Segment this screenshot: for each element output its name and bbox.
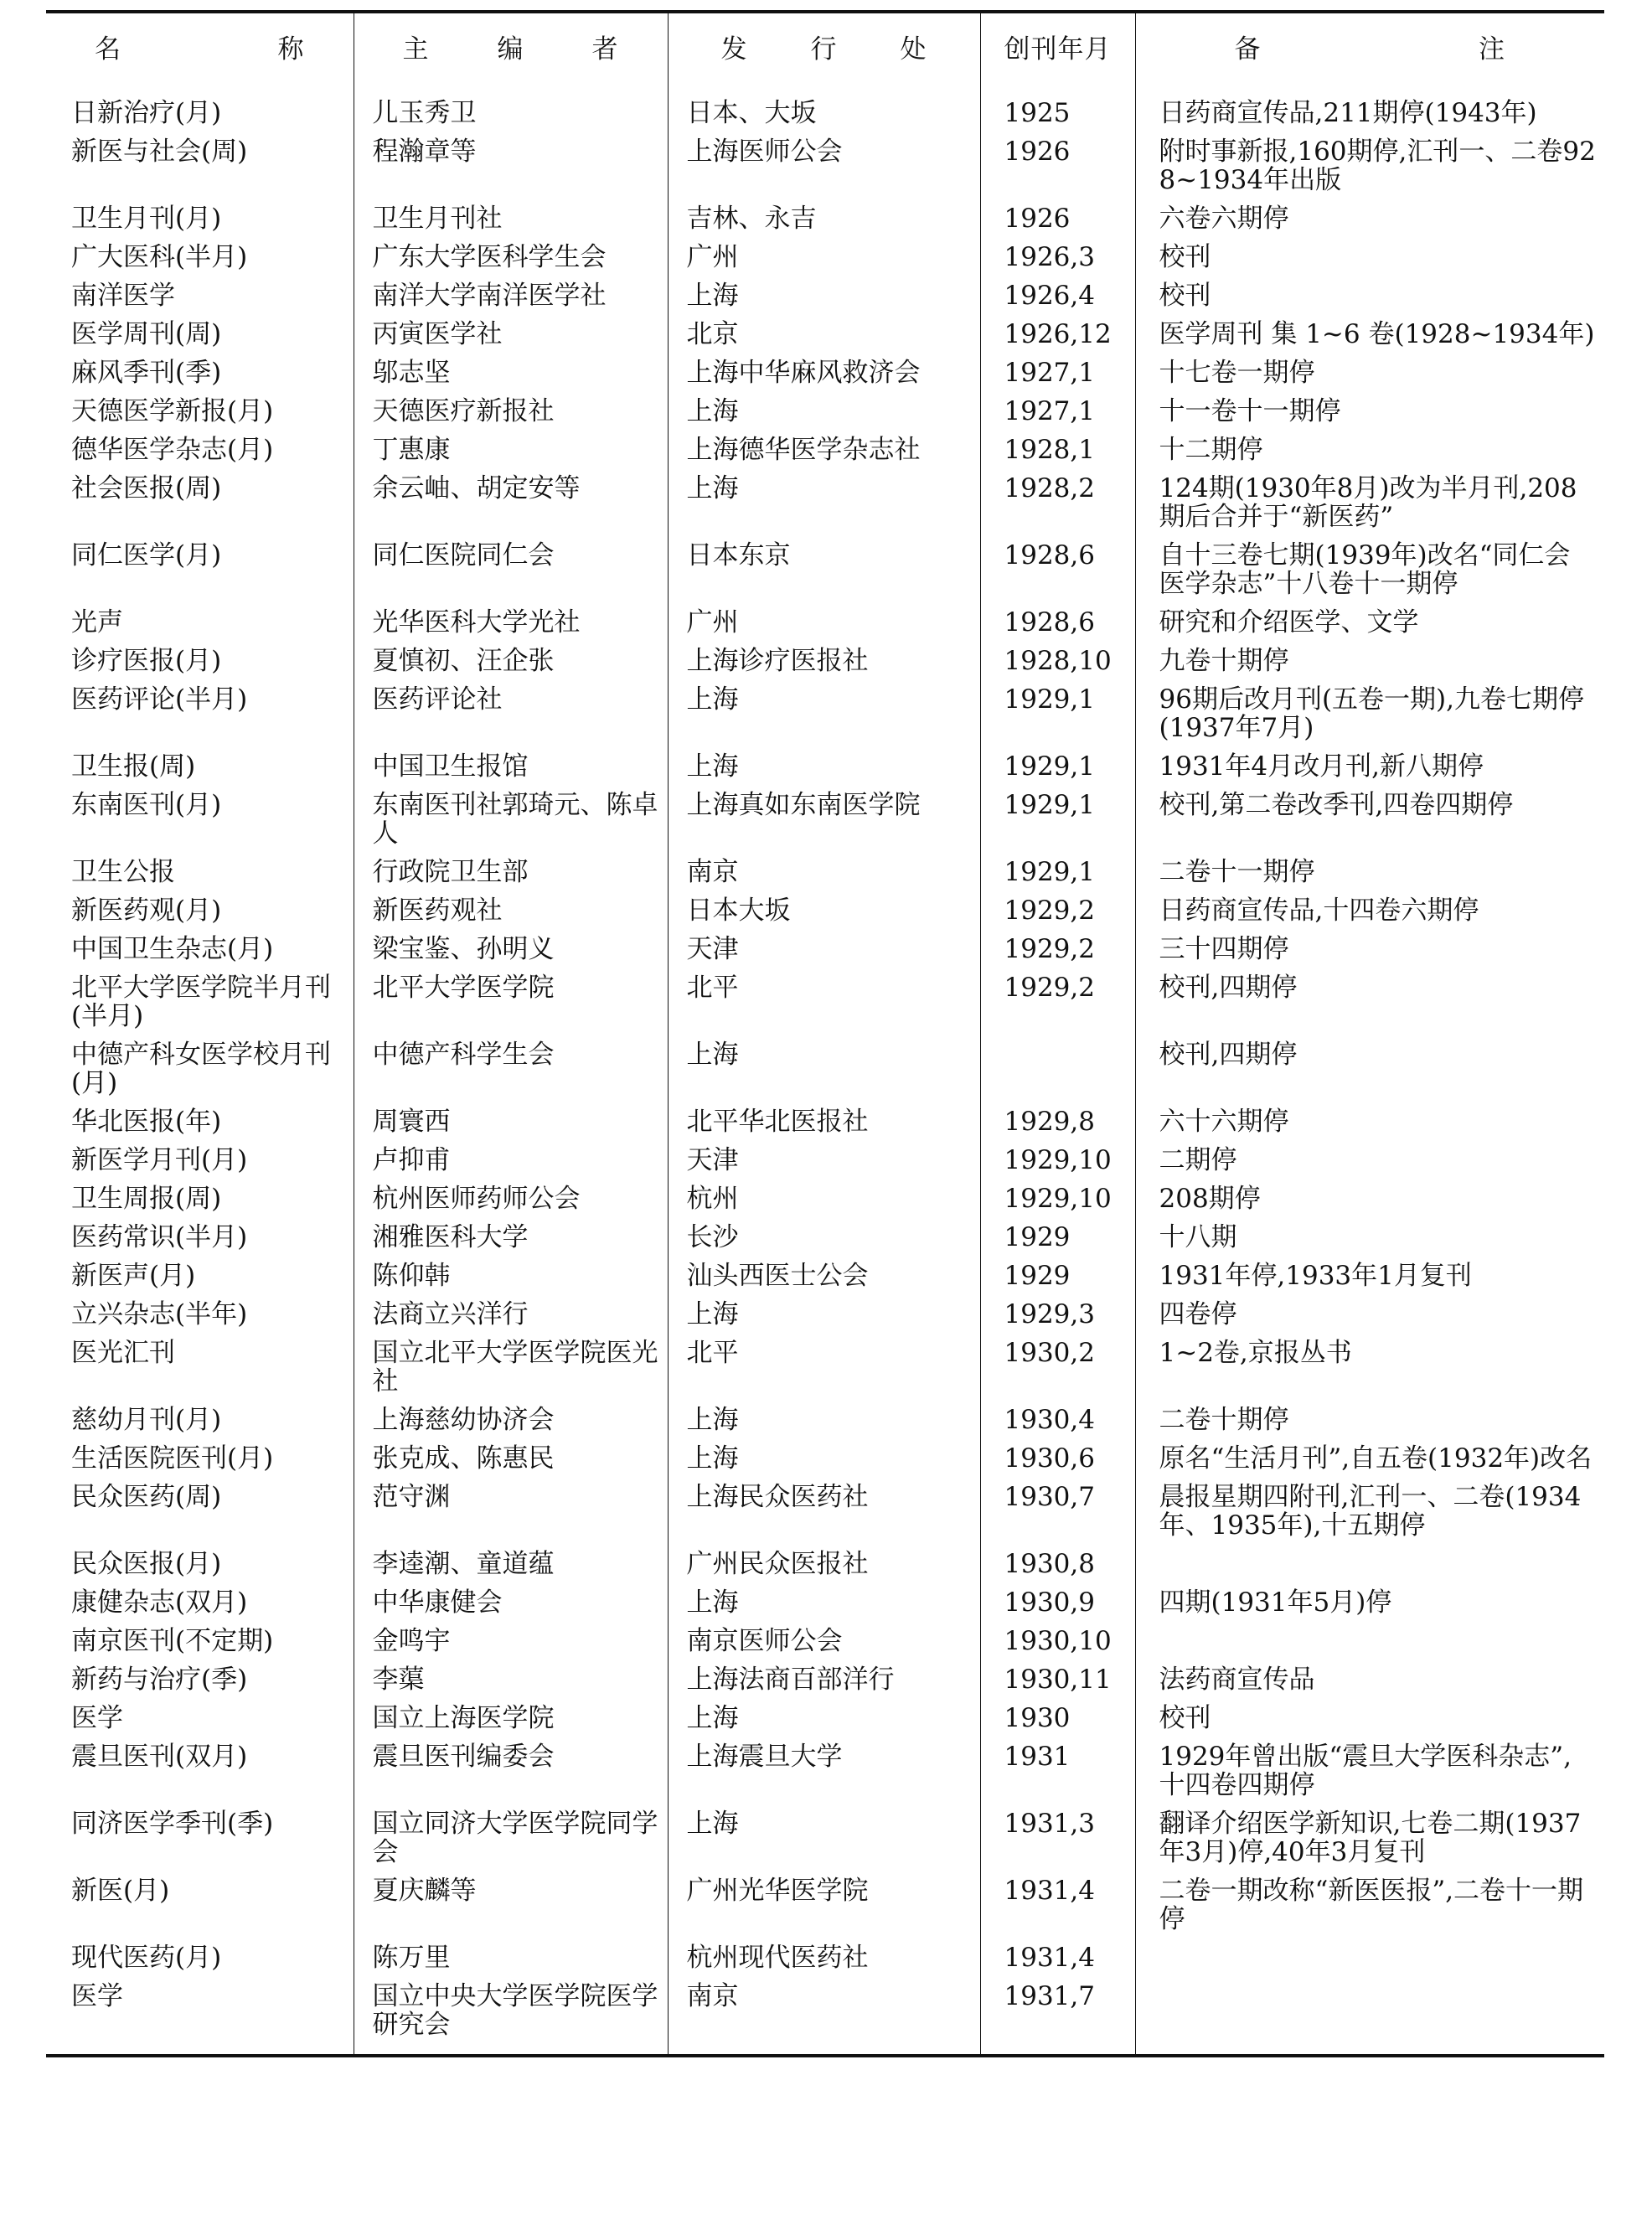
cell-name: 华北医报(年) [46, 1102, 354, 1141]
cell-note: 十二期停 [1159, 435, 1263, 465]
cell-editor: 金鸣宇 [354, 1622, 668, 1660]
cell-name: 医学 [46, 1699, 354, 1737]
cell-publisher: 南京医师公会 [668, 1622, 980, 1660]
table-row [46, 1622, 1604, 1660]
cell-editor: 中国卫生报馆 [354, 747, 668, 786]
header-note: 备 注 [1234, 34, 1505, 65]
cell-name: 新医学月刊(月) [46, 1141, 354, 1180]
table-row [46, 392, 1604, 431]
cell-note: 二卷十期停 [1159, 1405, 1289, 1435]
cell-editor: 国立中央大学医学院医学研究会 [354, 1977, 668, 2054]
cell-publisher: 广州 [668, 238, 980, 276]
cell-editor: 同仁医院同仁会 [354, 536, 668, 603]
cell-note: 四卷停 [1159, 1299, 1237, 1329]
cell-publisher: 上海中华麻风救济会 [668, 354, 980, 392]
cell-editor: 儿玉秀卫 [354, 85, 668, 132]
table-row [46, 469, 1604, 536]
cell-note: 校刊,四期停 [1159, 1040, 1298, 1070]
cell-name: 德华医学杂志(月) [46, 431, 354, 469]
cell-publisher: 上海民众医药社 [668, 1478, 980, 1545]
cell-editor: 上海慈幼协济会 [354, 1401, 668, 1439]
cell-publisher: 上海震旦大学 [668, 1737, 980, 1804]
table-row [46, 1478, 1604, 1545]
cell-name: 现代医药(月) [46, 1938, 354, 1977]
cell-note: 1~2卷,京报丛书 [1159, 1338, 1352, 1368]
cell-name: 同仁医学(月) [46, 536, 354, 603]
cell-publisher: 日本大坂 [668, 891, 980, 930]
cell-publisher: 日本、大坂 [668, 85, 980, 132]
cell-name: 医光汇刊 [46, 1334, 354, 1401]
cell-editor: 国立北平大学医学院医光社 [354, 1334, 668, 1401]
cell-name: 卫生报(周) [46, 747, 354, 786]
cell-publisher: 上海 [668, 680, 980, 747]
document-page [46, 10, 1604, 2057]
cell-name: 东南医刊(月) [46, 786, 354, 853]
cell-editor: 国立上海医学院 [354, 1699, 668, 1737]
table-row [46, 603, 1604, 642]
cell-publisher: 上海 [668, 1439, 980, 1478]
cell-date: 1929,10 [980, 1141, 1135, 1180]
table-row [46, 1660, 1604, 1699]
cell-name: 新医声(月) [46, 1257, 354, 1295]
cell-name: 民众医药(周) [46, 1478, 354, 1545]
cell-date: 1929,2 [980, 968, 1135, 1035]
cell-editor: 邬志坚 [354, 354, 668, 392]
table-row [46, 1257, 1604, 1295]
cell-name: 新医与社会(周) [46, 132, 354, 199]
cell-name: 医学 [46, 1977, 354, 2054]
cell-name: 新医药观(月) [46, 891, 354, 930]
cell-publisher: 上海真如东南医学院 [668, 786, 980, 853]
cell-publisher: 广州光华医学院 [668, 1871, 980, 1938]
cell-date: 1928,6 [980, 536, 1135, 603]
cell-name: 社会医报(周) [46, 469, 354, 536]
cell-date: 1931,4 [980, 1938, 1135, 1977]
cell-editor: 卫生月刊社 [354, 199, 668, 238]
cell-date: 1929,1 [980, 853, 1135, 891]
cell-publisher: 上海 [668, 1035, 980, 1102]
cell-note: 校刊 [1159, 1703, 1211, 1733]
cell-name: 新药与治疗(季) [46, 1660, 354, 1699]
table-row [46, 642, 1604, 680]
cell-publisher: 吉林、永吉 [668, 199, 980, 238]
cell-name: 医学周刊(周) [46, 315, 354, 354]
cell-publisher: 北京 [668, 315, 980, 354]
cell-publisher: 广州 [668, 603, 980, 642]
cell-editor: 陈万里 [354, 1938, 668, 1977]
table-row [46, 1439, 1604, 1478]
cell-date: 1930,6 [980, 1439, 1135, 1478]
table-row [46, 1545, 1604, 1583]
cell-editor: 国立同济大学医学院同学会 [354, 1804, 668, 1871]
table-row [46, 786, 1604, 853]
cell-note: 208期停 [1159, 1184, 1261, 1214]
cell-note: 1931年停,1933年1月复刊 [1159, 1261, 1472, 1291]
table-row [46, 431, 1604, 469]
cell-name: 立兴杂志(半年) [46, 1295, 354, 1334]
table-row [46, 891, 1604, 930]
cell-date: 1931 [980, 1737, 1135, 1804]
cell-date: 1927,1 [980, 392, 1135, 431]
cell-name: 医药常识(半月) [46, 1218, 354, 1257]
cell-publisher: 上海诊疗医报社 [668, 642, 980, 680]
cell-publisher: 北平 [668, 968, 980, 1035]
cell-publisher: 汕头西医士公会 [668, 1257, 980, 1295]
cell-name: 南京医刊(不定期) [46, 1622, 354, 1660]
cell-date: 1928,6 [980, 603, 1135, 642]
cell-name: 光声 [46, 603, 354, 642]
cell-date: 1930,9 [980, 1583, 1135, 1622]
cell-note: 二卷十一期停 [1159, 857, 1315, 887]
cell-name: 新医(月) [46, 1871, 354, 1938]
cell-note: 1931年4月改月刊,新八期停 [1159, 751, 1484, 782]
cell-name: 生活医院医刊(月) [46, 1439, 354, 1478]
table-row [46, 1334, 1604, 1401]
cell-note: 医学周刊 集 1~6 卷(1928~1934年) [1159, 319, 1595, 349]
table-row [46, 1218, 1604, 1257]
cell-date: 1927,1 [980, 354, 1135, 392]
cell-name: 民众医报(月) [46, 1545, 354, 1583]
cell-editor: 南洋大学南洋医学社 [354, 276, 668, 315]
cell-note: 四期(1931年5月)停 [1159, 1587, 1392, 1618]
cell-note: 自十三卷七期(1939年)改名“同仁会医学杂志”十八卷十一期停 [1159, 540, 1571, 599]
cell-editor: 广东大学医科学生会 [354, 238, 668, 276]
header-row [46, 13, 1604, 85]
cell-publisher: 杭州现代医药社 [668, 1938, 980, 1977]
cell-editor: 夏庆麟等 [354, 1871, 668, 1938]
cell-date: 1930,7 [980, 1478, 1135, 1545]
cell-editor: 天德医疗新报社 [354, 392, 668, 431]
cell-name: 康健杂志(双月) [46, 1583, 354, 1622]
cell-date: 1931,3 [980, 1804, 1135, 1871]
cell-note: 校刊,第二卷改季刊,四卷四期停 [1159, 790, 1514, 820]
cell-date: 1926,3 [980, 238, 1135, 276]
table-row [46, 1871, 1604, 1938]
cell-publisher: 上海德华医学杂志社 [668, 431, 980, 469]
cell-name: 中国卫生杂志(月) [46, 930, 354, 968]
cell-editor: 中德产科学生会 [354, 1035, 668, 1102]
cell-editor: 行政院卫生部 [354, 853, 668, 891]
cell-editor: 夏慎初、汪企张 [354, 642, 668, 680]
cell-note: 六卷六期停 [1159, 204, 1289, 234]
cell-editor: 丁惠康 [354, 431, 668, 469]
header-date: 创刊年月 [980, 13, 1135, 85]
cell-publisher: 长沙 [668, 1218, 980, 1257]
cell-date: 1930,2 [980, 1334, 1135, 1401]
cell-note: 十八期 [1159, 1222, 1237, 1252]
table-row [46, 315, 1604, 354]
cell-name: 卫生月刊(月) [46, 199, 354, 238]
cell-note: 96期后改月刊(五卷一期),九卷七期停(1937年7月) [1159, 684, 1584, 743]
cell-publisher: 上海 [668, 1804, 980, 1871]
table-row [46, 132, 1604, 199]
cell-name: 中德产科女医学校月刊(月) [46, 1035, 354, 1102]
cell-publisher: 上海医师公会 [668, 132, 980, 199]
cell-editor: 卢抑甫 [354, 1141, 668, 1180]
cell-date: 1926 [980, 199, 1135, 238]
cell-publisher: 上海 [668, 1295, 980, 1334]
cell-date: 1930,8 [980, 1545, 1135, 1583]
cell-publisher: 上海 [668, 1583, 980, 1622]
cell-note: 附时事新报,160期停,汇刊一、二卷928~1934年出版 [1159, 137, 1596, 195]
cell-date: 1930,4 [980, 1401, 1135, 1439]
cell-publisher: 上海 [668, 469, 980, 536]
cell-publisher: 南京 [668, 853, 980, 891]
cell-editor: 丙寅医学社 [354, 315, 668, 354]
cell-date: 1929,2 [980, 891, 1135, 930]
cell-note: 日药商宣传品,211期停(1943年) [1159, 98, 1537, 128]
cell-editor: 范守渊 [354, 1478, 668, 1545]
cell-date: 1926,12 [980, 315, 1135, 354]
cell-name: 诊疗医报(月) [46, 642, 354, 680]
cell-date: 1925 [980, 85, 1135, 132]
cell-name: 北平大学医学院半月刊(半月) [46, 968, 354, 1035]
table-row [46, 1699, 1604, 1737]
cell-note [1135, 1622, 1604, 1660]
cell-note: 晨报星期四附刊,汇刊一、二卷(1934年、1935年),十五期停 [1159, 1482, 1582, 1541]
cell-name: 南洋医学 [46, 276, 354, 315]
cell-date: 1928,2 [980, 469, 1135, 536]
table-row [46, 1737, 1604, 1804]
cell-date [980, 1035, 1135, 1102]
cell-date: 1929,3 [980, 1295, 1135, 1334]
cell-name: 卫生公报 [46, 853, 354, 891]
cell-note [1135, 1938, 1604, 1977]
header-name: 名 称 [46, 13, 354, 85]
cell-note [1135, 1977, 1604, 2054]
cell-publisher: 北平 [668, 1334, 980, 1401]
cell-date: 1929,1 [980, 786, 1135, 853]
cell-note: 六十六期停 [1159, 1107, 1289, 1137]
cell-note: 原名“生活月刊”,自五卷(1932年)改名 [1159, 1443, 1593, 1474]
table-row [46, 1977, 1604, 2054]
table-row [46, 680, 1604, 747]
cell-name: 同济医学季刊(季) [46, 1804, 354, 1871]
cell-editor: 陈仰韩 [354, 1257, 668, 1295]
cell-note: 三十四期停 [1159, 934, 1289, 964]
cell-date: 1931,4 [980, 1871, 1135, 1938]
cell-publisher: 上海 [668, 1401, 980, 1439]
cell-note: 日药商宣传品,十四卷六期停 [1159, 896, 1479, 926]
cell-date: 1929 [980, 1218, 1135, 1257]
cell-name: 日新治疗(月) [46, 85, 354, 132]
table-row [46, 747, 1604, 786]
cell-publisher: 北平华北医报社 [668, 1102, 980, 1141]
table-row [46, 85, 1604, 132]
cell-name: 广大医科(半月) [46, 238, 354, 276]
cell-name: 慈幼月刊(月) [46, 1401, 354, 1439]
table-row [46, 1295, 1604, 1334]
cell-editor: 医药评论社 [354, 680, 668, 747]
cell-date: 1929,8 [980, 1102, 1135, 1141]
cell-publisher: 天津 [668, 930, 980, 968]
cell-date: 1930,11 [980, 1660, 1135, 1699]
cell-note: 翻译介绍医学新知识,七卷二期(1937年3月)停,40年3月复刊 [1159, 1809, 1582, 1867]
table-row [46, 1401, 1604, 1439]
cell-editor: 杭州医师药师公会 [354, 1180, 668, 1218]
cell-publisher: 上海 [668, 747, 980, 786]
cell-editor: 湘雅医科大学 [354, 1218, 668, 1257]
table-body [46, 85, 1604, 2054]
cell-publisher: 日本东京 [668, 536, 980, 603]
cell-publisher: 杭州 [668, 1180, 980, 1218]
header-publisher: 发 行 处 [668, 13, 980, 85]
cell-editor: 新医药观社 [354, 891, 668, 930]
cell-publisher: 上海法商百部洋行 [668, 1660, 980, 1699]
cell-editor: 余云岫、胡定安等 [354, 469, 668, 536]
cell-date: 1929,10 [980, 1180, 1135, 1218]
cell-note: 校刊 [1159, 242, 1211, 272]
cell-name: 麻风季刊(季) [46, 354, 354, 392]
cell-note: 研究和介绍医学、文学 [1159, 607, 1419, 638]
cell-note: 十一卷十一期停 [1159, 396, 1341, 426]
cell-date: 1929 [980, 1257, 1135, 1295]
cell-date: 1929,1 [980, 680, 1135, 747]
cell-note: 124期(1930年8月)改为半月刊,208期后合并于“新医药” [1159, 473, 1577, 532]
bottom-rule [46, 2054, 1604, 2057]
cell-editor: 北平大学医学院 [354, 968, 668, 1035]
cell-name: 医药评论(半月) [46, 680, 354, 747]
table-row [46, 1938, 1604, 1977]
table-row [46, 536, 1604, 603]
cell-editor: 震旦医刊编委会 [354, 1737, 668, 1804]
cell-editor: 法商立兴洋行 [354, 1295, 668, 1334]
cell-note: 九卷十期停 [1159, 646, 1289, 676]
cell-publisher: 天津 [668, 1141, 980, 1180]
cell-editor: 程瀚章等 [354, 132, 668, 199]
table-row [46, 1141, 1604, 1180]
cell-note: 1929年曾出版“震旦大学医科杂志”,十四卷四期停 [1159, 1742, 1572, 1800]
table-row [46, 1180, 1604, 1218]
cell-date: 1931,7 [980, 1977, 1135, 2054]
cell-note: 二卷一期改称“新医医报”,二卷十一期停 [1159, 1876, 1584, 1934]
cell-editor: 中华康健会 [354, 1583, 668, 1622]
table-row [46, 238, 1604, 276]
cell-name: 天德医学新报(月) [46, 392, 354, 431]
table-row [46, 1583, 1604, 1622]
cell-publisher: 上海 [668, 276, 980, 315]
cell-date: 1926 [980, 132, 1135, 199]
cell-note: 校刊 [1159, 281, 1211, 311]
cell-note: 校刊,四期停 [1159, 973, 1298, 1003]
cell-note: 二期停 [1159, 1145, 1237, 1175]
cell-name: 卫生周报(周) [46, 1180, 354, 1218]
cell-publisher: 上海 [668, 392, 980, 431]
cell-date: 1926,4 [980, 276, 1135, 315]
table-row [46, 1035, 1604, 1102]
cell-editor: 梁宝鉴、孙明义 [354, 930, 668, 968]
cell-date: 1928,10 [980, 642, 1135, 680]
cell-editor: 周寰西 [354, 1102, 668, 1141]
cell-note: 法药商宣传品 [1159, 1665, 1315, 1695]
cell-date: 1930 [980, 1699, 1135, 1737]
cell-editor: 李蕖 [354, 1660, 668, 1699]
cell-date: 1930,10 [980, 1622, 1135, 1660]
table-row [46, 1804, 1604, 1871]
cell-date: 1929,2 [980, 930, 1135, 968]
cell-publisher: 南京 [668, 1977, 980, 2054]
table-row [46, 1102, 1604, 1141]
header-editor: 主 编 者 [354, 13, 668, 85]
cell-name: 震旦医刊(双月) [46, 1737, 354, 1804]
cell-publisher: 上海 [668, 1699, 980, 1737]
cell-editor: 李逵潮、童道蕴 [354, 1545, 668, 1583]
cell-editor: 张克成、陈惠民 [354, 1439, 668, 1478]
cell-date: 1928,1 [980, 431, 1135, 469]
table-row [46, 930, 1604, 968]
table-row [46, 853, 1604, 891]
cell-date: 1929,1 [980, 747, 1135, 786]
cell-note: 十七卷一期停 [1159, 358, 1315, 388]
table-row [46, 968, 1604, 1035]
table-row [46, 354, 1604, 392]
cell-note [1135, 1545, 1604, 1583]
cell-publisher: 广州民众医报社 [668, 1545, 980, 1583]
periodicals-table [46, 13, 1604, 2054]
table-row [46, 276, 1604, 315]
cell-editor: 光华医科大学光社 [354, 603, 668, 642]
cell-editor: 东南医刊社郭琦元、陈卓人 [354, 786, 668, 853]
table-row [46, 199, 1604, 238]
